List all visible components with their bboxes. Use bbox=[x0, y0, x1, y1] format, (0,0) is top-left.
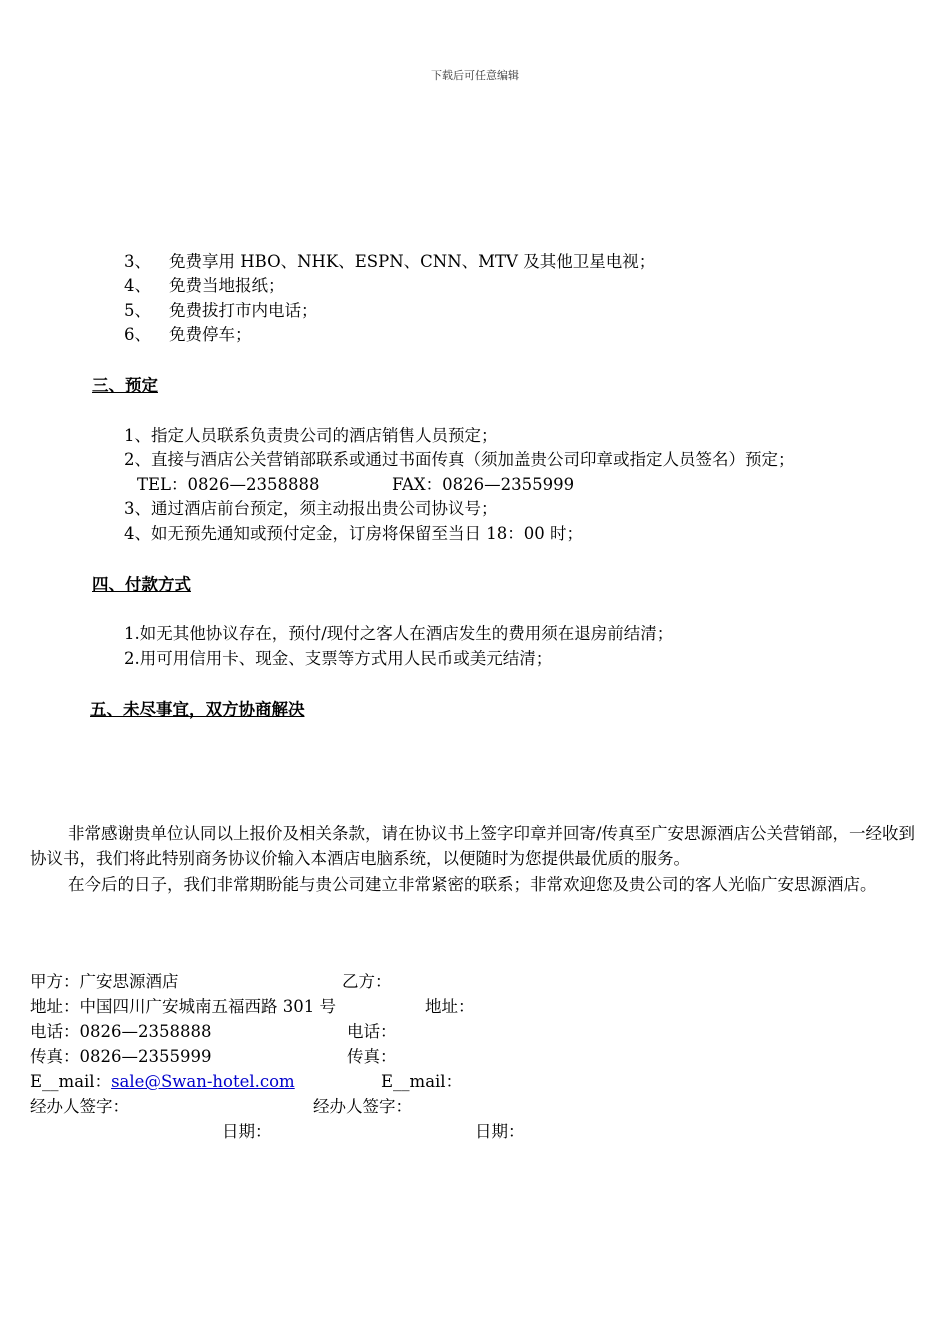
amenity-number: 4、 bbox=[124, 276, 151, 295]
reservation-item-4: 4、如无预先通知或预付定金，订房将保留至当日 18：00 时； bbox=[124, 524, 583, 543]
amenity-text: 免费停车； bbox=[169, 325, 252, 344]
page-header-note: 下载后可任意编辑 bbox=[431, 69, 519, 82]
amenity-item-6 bbox=[124, 324, 252, 346]
reservation-item-3: 3、通过酒店前台预定，须主动报出贵公司协议号； bbox=[124, 499, 498, 518]
party-b-signer: 经办人签字： bbox=[313, 1097, 412, 1116]
party-a-phone: 电话：0826—2358888 bbox=[30, 1022, 212, 1041]
amenity-number: 3、 bbox=[124, 252, 151, 271]
party-a-address: 地址：中国四川广安城南五福西路 301 号 bbox=[30, 997, 336, 1016]
party-b-date: 日期： bbox=[475, 1122, 525, 1141]
email-link[interactable]: sale@Swan-hotel.com bbox=[111, 1072, 295, 1091]
reservation-tel: TEL：0826—2358888 bbox=[137, 475, 320, 494]
party-b-address: 地址： bbox=[425, 997, 475, 1016]
party-b-name: 乙方： bbox=[342, 972, 392, 991]
party-a-signer: 经办人签字： bbox=[30, 1097, 129, 1116]
amenity-text: 免费拔打市内电话； bbox=[169, 301, 318, 320]
reservation-fax: FAX：0826—2355999 bbox=[392, 475, 575, 494]
payment-item-1: 1.如无其他协议存在，预付/现付之客人在酒店发生的费用须在退房前结清； bbox=[124, 624, 674, 643]
party-a-name: 甲方：广安思源酒店 bbox=[30, 972, 179, 991]
section-heading-other-matters: 五、未尽事宜，双方协商解决 bbox=[90, 700, 305, 719]
amenity-text: 免费当地报纸； bbox=[169, 276, 285, 295]
amenity-item-3 bbox=[124, 251, 655, 273]
amenity-number: 5、 bbox=[124, 301, 151, 320]
reservation-item-2: 2、直接与酒店公关营销部联系或通过书面传真（须加盖贵公司印章或指定人员签名）预定； bbox=[124, 450, 795, 469]
amenity-text: 免费享用 HBO、NHK、ESPN、CNN、MTV 及其他卫星电视； bbox=[169, 252, 656, 271]
closing-paragraph-2: 在今后的日子，我们非常期盼能与贵公司建立非常紧密的联系；非常欢迎您及贵公司的客人光临广安思源酒店。 bbox=[68, 875, 877, 894]
party-b-email: E__mail： bbox=[381, 1072, 463, 1091]
section-heading-payment: 四、付款方式 bbox=[92, 575, 191, 594]
email-label: E__mail： bbox=[30, 1072, 112, 1091]
amenity-item-5 bbox=[124, 300, 318, 322]
party-b-fax: 传真： bbox=[347, 1047, 397, 1066]
section-heading-reservation: 三、预定 bbox=[92, 376, 158, 395]
party-a-date: 日期： bbox=[222, 1122, 272, 1141]
party-b-phone: 电话： bbox=[347, 1022, 397, 1041]
reservation-item-1: 1、指定人员联系负责贵公司的酒店销售人员预定； bbox=[124, 426, 498, 445]
payment-item-2: 2.用可用信用卡、现金、支票等方式用人民币或美元结清； bbox=[124, 649, 553, 668]
amenity-item-4 bbox=[124, 275, 285, 297]
party-a-fax: 传真：0826—2355999 bbox=[30, 1047, 212, 1066]
party-a-email-row bbox=[30, 1071, 295, 1093]
closing-paragraph-1: 非常感谢贵单位认同以上报价及相关条款，请在协议书上签字印章并回寄/传真至广安思源酒店公关营销部，一经收到协议书，我们将此特别商务协议价输入本酒店电脑系统，以便随时为您提供最优质的服务。 bbox=[30, 824, 916, 868]
amenity-number: 6、 bbox=[124, 325, 151, 344]
